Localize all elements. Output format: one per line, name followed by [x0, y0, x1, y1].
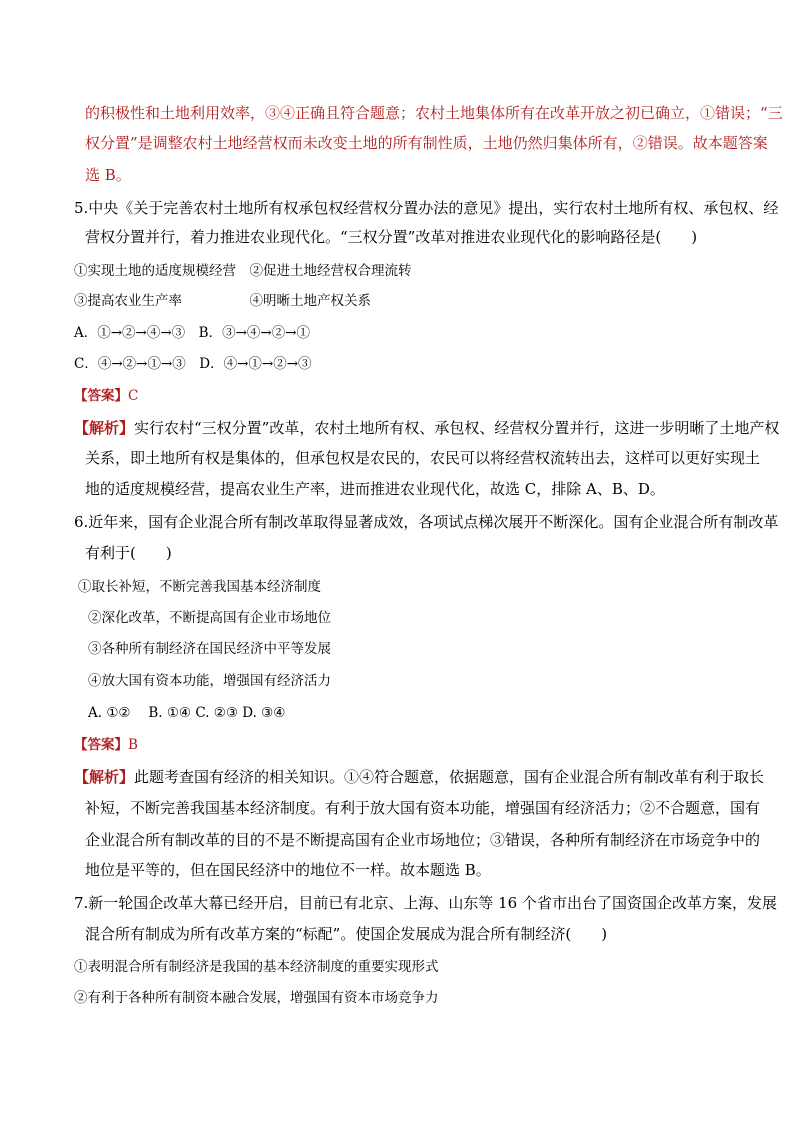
- text-segment: 权分置”是调整农村土地经营权而未改变土地的所有制性质，土地仍然归集体所有，: [85, 134, 633, 152]
- q7-option-2: [74, 988, 439, 1008]
- q6-analysis-line-4: [85, 860, 491, 880]
- text-segment: 【答案】: [74, 388, 128, 404]
- text-segment: ①表明混合所有制经济是我国的基本经济制度的重要实现形式: [74, 959, 439, 975]
- q6-analysis-line-1: [74, 767, 764, 787]
- text-segment: ②深化改革，不断提高国有企业市场地位: [88, 610, 331, 626]
- text-segment: 此题考查国有经济的相关知识。①④符合题意，依据题意，国有企业混合所有制改革有利于取长: [134, 768, 765, 786]
- text-segment: 农村土地集体所有在改革开放之初已确立，: [415, 104, 701, 122]
- q5-choice-a-b: [74, 323, 310, 343]
- q5-option-1-2: [74, 261, 412, 281]
- text-segment: 【解析】: [74, 768, 135, 786]
- text-segment: A．①→②→④→③ B．③→④→②→①: [74, 325, 311, 341]
- text-segment: ③④正确且符合题意；: [265, 104, 416, 122]
- question-7-line-2: [85, 924, 607, 944]
- text-segment: 实行农村“三权分置”改革，农村土地所有权、承包权、经营权分置并行，这进一步明晰了土地产权: [134, 419, 780, 437]
- q6-option-3: [88, 639, 331, 659]
- q5-answer: [74, 386, 138, 406]
- text-segment: C: [128, 388, 139, 404]
- text-segment: 5.中央《关于完善农村土地所有权承包权经营权分置办法的意见》提出，实行农村土地所有权、承包权、经: [74, 199, 779, 217]
- text-segment: A. ①② B. ①④ C. ②③ D. ③④: [88, 705, 286, 721]
- text-segment: 6.近年来，国有企业混合所有制改革取得显著成效，各项试点梯次展开不断深化。国有企业混合所有制改革: [74, 513, 779, 531]
- text-segment: 企业混合所有制改革的目的不是不断提高国有企业市场地位；③错误，各种所有制经济在市场竞争中的: [85, 831, 761, 849]
- q6-choices: [88, 703, 285, 723]
- line-1: [85, 133, 768, 153]
- text-segment: ①取长补短，不断完善我国基本经济制度: [78, 579, 321, 595]
- text-segment: 选 B。: [85, 166, 131, 184]
- text-segment: 关系，即土地所有权是集体的，但承包权是农民的，农民可以将经营权流转出去，这样可以更好实现土: [85, 449, 761, 467]
- text-segment: B: [128, 737, 138, 753]
- question-7-line-1: [74, 893, 777, 913]
- text-segment: 营权分置并行，着力推进农业现代化。“三权分置”改革对推进农业现代化的影响路径是( ): [85, 228, 698, 246]
- text-segment: 地位是平等的，但在国民经济中的地位不一样。故本题选 B。: [85, 861, 491, 879]
- q6-analysis-line-3: [85, 830, 760, 850]
- text-segment: ①实现土地的适度规模经营 ②促进土地经营权合理流转: [74, 263, 412, 279]
- text-segment: ②有利于各种所有制资本融合发展，增强国有资本市场竞争力: [74, 990, 439, 1006]
- q5-choice-c-d: [74, 354, 312, 374]
- text-segment: ④放大国有资本功能，增强国有经济活力: [88, 673, 331, 689]
- q6-analysis-line-2: [85, 798, 760, 818]
- text-segment: 地的适度规模经营，提高农业生产率，进而推进农业现代化，故选 C，排除 A、B、D。: [85, 480, 665, 498]
- text-segment: 【答案】: [74, 737, 128, 753]
- q7-option-1: [74, 957, 439, 977]
- text-segment: 混合所有制成为所有改革方案的“标配”。使国企发展成为混合所有制经济( ): [85, 925, 608, 943]
- text-segment: 【解析】: [74, 419, 135, 437]
- text-segment: 7.新一轮国企改革大幕已经开启，目前已有北京、上海、山东等 16 个省市出台了国资国企改革方案，发展: [74, 894, 777, 912]
- q6-option-1: [78, 577, 321, 597]
- q5-analysis-line-1: [74, 418, 779, 438]
- question-5-line-2: [85, 227, 697, 247]
- text-segment: 补短，不断完善我国基本经济制度。有利于放大国有资本功能，增强国有经济活力；②不合题意，国有: [85, 799, 761, 817]
- text-segment: ③各种所有制经济在国民经济中平等发展: [88, 641, 331, 657]
- question-5-line-1: [74, 198, 778, 218]
- q5-analysis-line-3: [85, 479, 665, 499]
- q6-option-4: [88, 671, 331, 691]
- q5-option-3-4: [74, 291, 371, 311]
- text-segment: C．④→②→①→③ D．④→①→②→③: [74, 356, 312, 372]
- text-segment: 有利于( ): [85, 544, 172, 562]
- q6-answer: [74, 735, 138, 755]
- text-segment: ③提高农业生产率 ④明晰土地产权关系: [74, 293, 371, 309]
- text-segment: 的积极性和土地利用效率，: [85, 104, 266, 122]
- line-2: [85, 165, 131, 185]
- q5-analysis-line-2: [85, 448, 760, 468]
- q6-option-2: [88, 608, 331, 628]
- line-0: [85, 103, 783, 123]
- text-segment: ②错误。故本题答案: [632, 134, 768, 152]
- question-6-line-1: [74, 512, 778, 532]
- question-6-line-2: [85, 543, 172, 563]
- text-segment: ①错误；“三: [700, 104, 783, 122]
